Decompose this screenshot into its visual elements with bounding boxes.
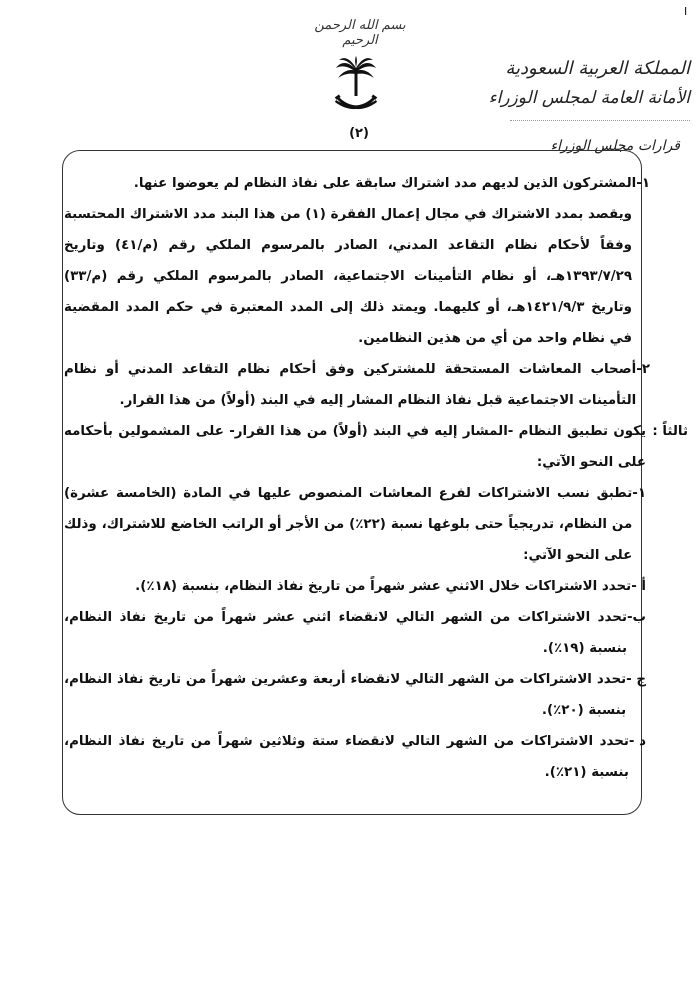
list-item (64, 354, 650, 416)
paragraph: ويقصد بمدد الاشتراك في مجال إعمال الفقرة (١) من هذا البند مدد الاشتراك المحتسبة وفقاً لأحكام نظام التقاعد المدني، الصادر بالمرسوم الملكي رقم (م/٤١) وتاريخ ١٣٩٣/٧/٢٩هـ، أو نظام التأمينات الاجتماعية، الصادر بالمرسوم الملكي رقم (م/٣٣) وتاريخ ١٤٢١/٩/٣هـ، أو كليهما. ويمتد ذلك إلى المدد المعتبرة في حكم المدد المقضية في نظام واحد من أي من هذين النظامين. (64, 207, 632, 346)
item-number: ١- (636, 176, 650, 191)
item-letter: أ - (631, 579, 646, 594)
list-item (64, 664, 646, 726)
org-name-secretariat: الأمانة العامة لمجلس الوزراء (488, 88, 690, 108)
item-text: تحدد الاشتراكات من الشهر التالي لانقضاء أربعة وعشرين شهراً من تاريخ نفاذ النظام، بنسبة (٢٠٪). (64, 672, 627, 718)
list-item (64, 571, 646, 602)
clause-third (64, 416, 688, 788)
saudi-emblem-icon (332, 56, 380, 120)
item-text: تحدد الاشتراكات خلال الاثني عشر شهراً من تاريخ نفاذ النظام، بنسبة (١٨٪). (135, 579, 632, 594)
item-text: أصحاب المعاشات المستحقة للمشتركين وفق أحكام نظام التقاعد المدني أو نظام التأمينات الاجتماعية قبل نفاذ النظام المشار إليه في البند (أولاً) من هذا القرار. (64, 362, 637, 408)
corner-mark: I (684, 5, 688, 18)
item-text: تحدد الاشتراكات من الشهر التالي لانقضاء ستة وثلاثين شهراً من تاريخ نفاذ النظام، بنسبة (٢١٪). (64, 734, 629, 780)
page-number: (٢) (349, 126, 369, 141)
item-letter: د - (628, 734, 646, 749)
list-item (64, 602, 646, 664)
divider (510, 120, 690, 121)
list-item (64, 168, 650, 199)
clause-body (64, 416, 646, 788)
clause-intro: يكون تطبيق النظام -المشار إليه في البند (أولاً) من هذا القرار- على المشمولين بأحكامه على النحو الآتي: (64, 424, 646, 470)
org-name-kingdom: المملكة العربية السعودية (505, 58, 690, 79)
item-text: تطبق نسب الاشتراكات لفرع المعاشات المنصوص عليها في المادة (الخامسة عشرة) من النظام، تدريجياً حتى بلوغها نسبة (٢٢٪) من الأجر أو الراتب الخاضع للاشتراك، وذلك على النحو الآتي: (64, 486, 633, 563)
item-letter: ج - (626, 672, 646, 687)
list-item (64, 726, 646, 788)
item-number: ١- (632, 486, 646, 501)
org-name-decisions: قرارات مجلس الوزراء (550, 138, 680, 154)
item-number: ٢- (636, 362, 650, 377)
clause-label: ثالثاً : (652, 424, 688, 439)
item-text: تحدد الاشتراكات من الشهر التالي لانقضاء اثني عشر شهراً من تاريخ نفاذ النظام، بنسبة (١٩٪). (64, 610, 627, 656)
basmala-calligraphy: بسم الله الرحمن الرحيم (314, 18, 406, 48)
item-text: المشتركون الذين لديهم مدد اشتراك سابقة على نفاذ النظام لم يعوضوا عنها. (133, 176, 637, 191)
document-body (64, 168, 688, 788)
item-letter: ب- (626, 610, 646, 625)
list-item (64, 478, 646, 571)
